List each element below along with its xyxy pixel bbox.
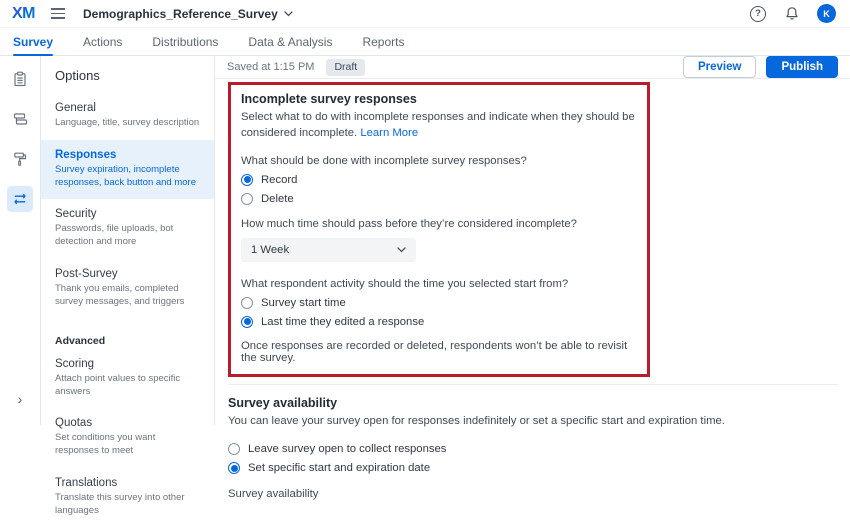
- radio-label: Delete: [261, 192, 294, 205]
- question-label: How much time should pass before they’re considered incomplete?: [241, 217, 577, 230]
- radio-label: Last time they edited a response: [261, 315, 425, 328]
- radio-label: Record: [261, 173, 298, 186]
- sidebar-item-title: Security: [55, 208, 97, 221]
- chevron-down-icon: [397, 247, 406, 253]
- save-status: Saved at 1:15 PM: [227, 61, 315, 73]
- radio-label: Leave survey open to collect responses: [248, 443, 447, 456]
- sidebar-item-scoring[interactable]: [41, 349, 214, 409]
- sidebar-item-translations[interactable]: [41, 468, 214, 528]
- radio-button-selected: [241, 174, 253, 186]
- sidebar-item-quotas[interactable]: [41, 408, 214, 468]
- section-title: Survey availability: [228, 395, 338, 410]
- tab-actions[interactable]: Actions: [83, 34, 123, 49]
- sidebar-item-subtitle: Translate this survey into other languages: [55, 491, 185, 516]
- radio-survey-start-time[interactable]: [241, 297, 637, 309]
- tab-reports[interactable]: Reports: [362, 34, 405, 49]
- sidebar-item-title: Responses: [55, 148, 117, 161]
- options-panel: [40, 56, 215, 516]
- learn-more-link[interactable]: Learn More: [360, 126, 419, 139]
- description-text: Select what to do with incomplete responses and indicate when they should be considered incomplete.: [241, 111, 635, 139]
- section-description: You can leave your survey open for responses indefinitely or set a specific start and expiration time.: [228, 414, 725, 427]
- sidebar-item-title: General: [55, 102, 96, 114]
- survey-availability-section: [228, 396, 838, 501]
- publish-button[interactable]: Publish: [766, 56, 838, 78]
- sidebar-item-subtitle: Language, title, survey description: [55, 117, 200, 128]
- incomplete-responses-section: [228, 82, 650, 377]
- bell-icon: [785, 6, 799, 21]
- survey-flow-icon[interactable]: [7, 106, 33, 132]
- section-description: [241, 110, 637, 142]
- primary-nav: [0, 28, 850, 56]
- sidebar-item-subtitle: Thank you emails, completed survey messages, and triggers: [55, 283, 185, 307]
- radio-button-selected: [241, 316, 253, 328]
- field-label: Survey availability: [228, 488, 319, 501]
- survey-options-icon[interactable]: [7, 186, 33, 212]
- sidebar-item-subtitle: Passwords, file uploads, bot detection and more: [55, 223, 174, 248]
- sidebar-item-post-survey[interactable]: [41, 259, 214, 319]
- icon-rail: [0, 56, 40, 425]
- sidebar-item-title: Translations: [55, 476, 118, 489]
- radio-delete[interactable]: [241, 193, 637, 205]
- options-panel-title: Options: [55, 68, 100, 83]
- radio-label: Survey start time: [261, 296, 346, 309]
- section-note: Once responses are recorded or deleted, respondents won’t be able to revisit the survey.: [241, 339, 628, 364]
- divider: [228, 384, 838, 385]
- radio-label: Set specific start and expiration date: [248, 462, 431, 475]
- hamburger-menu-icon[interactable]: [51, 8, 65, 19]
- tab-survey[interactable]: Survey: [13, 28, 53, 55]
- radio-record[interactable]: [241, 174, 637, 186]
- survey-title-dropdown[interactable]: [83, 7, 293, 21]
- notifications-button[interactable]: [783, 5, 801, 23]
- sidebar-item-subtitle: Survey expiration, incomplete responses, back button and more: [55, 163, 197, 188]
- main-header: [215, 56, 850, 79]
- sidebar-item-responses[interactable]: [41, 140, 214, 200]
- xm-logo[interactable]: XM: [12, 4, 35, 22]
- radio-leave-open[interactable]: [228, 443, 838, 455]
- advanced-section-header: Advanced: [55, 334, 106, 347]
- page-body: [0, 56, 850, 516]
- tab-distributions[interactable]: Distributions: [152, 34, 219, 49]
- select-value: 1 Week: [251, 243, 290, 256]
- sidebar-item-security[interactable]: [41, 199, 214, 259]
- sidebar-item-subtitle: Attach point values to specific answers: [55, 372, 181, 397]
- look-and-feel-icon[interactable]: [7, 146, 33, 172]
- sidebar-item-title: Quotas: [55, 417, 93, 430]
- sidebar-item-general[interactable]: [41, 93, 214, 140]
- incomplete-time-select[interactable]: [241, 238, 416, 262]
- section-title: Incomplete survey responses: [241, 92, 417, 106]
- radio-set-specific-dates[interactable]: [228, 462, 838, 474]
- topbar: [0, 0, 850, 28]
- radio-last-time-edited[interactable]: [241, 316, 637, 328]
- sidebar-item-subtitle: Set conditions you want responses to meet: [55, 432, 156, 457]
- survey-builder-icon[interactable]: [7, 66, 33, 92]
- radio-button-selected: [228, 462, 240, 474]
- tab-data-analysis[interactable]: Data & Analysis: [248, 34, 333, 49]
- help-icon: ?: [750, 6, 766, 22]
- avatar[interactable]: K: [817, 4, 836, 23]
- main-area: [215, 56, 850, 501]
- preview-button[interactable]: Preview: [683, 56, 756, 78]
- settings-content: [215, 79, 850, 500]
- collapse-panel-chevron[interactable]: ›: [17, 391, 23, 407]
- question-label: What should be done with incomplete survey responses?: [241, 154, 527, 167]
- radio-button: [241, 193, 253, 205]
- radio-button: [228, 443, 240, 455]
- chevron-down-icon: [284, 11, 293, 17]
- help-button[interactable]: [749, 5, 767, 23]
- sidebar-item-title: Scoring: [55, 357, 94, 370]
- question-label: What respondent activity should the time you selected start from?: [241, 277, 569, 290]
- draft-status-badge: Draft: [326, 59, 365, 76]
- survey-title: Demographics_Reference_Survey: [83, 6, 278, 21]
- sidebar-item-title: Post-Survey: [55, 268, 118, 281]
- radio-button: [241, 297, 253, 309]
